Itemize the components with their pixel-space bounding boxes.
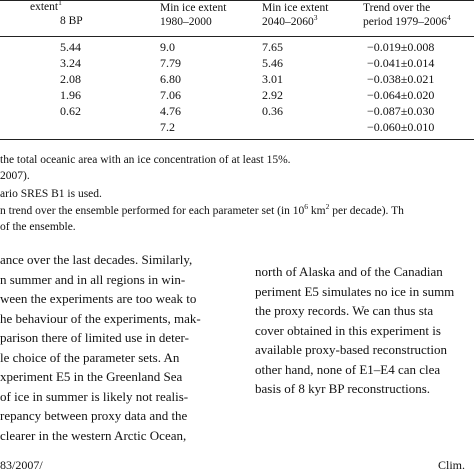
body-line: n summer and in all regions in win- [0, 271, 186, 287]
cell-8bp: 3.24 [60, 56, 81, 70]
cell-2040-2060: 5.46 [262, 56, 283, 70]
footnote-2: 2007). [0, 170, 30, 182]
body-line: ance over the last decades. Similarly, [0, 252, 193, 267]
table-header-col1 [30, 0, 83, 28]
body-line: periment E5 simulates no ice in summ [255, 283, 455, 299]
cell-trend: −0.019±0.008 [367, 40, 435, 54]
table-header-rule [0, 36, 474, 37]
header-col3-line1: Min ice extent [262, 2, 329, 14]
footnote-1: the total oceanic area with an ice concentration of at least 15%. [0, 154, 291, 166]
table-bottom-rule [0, 139, 474, 140]
cell-2040-2060: 2.92 [262, 88, 283, 102]
cell-1980-2000: 7.06 [160, 88, 181, 102]
header-col2-line2: 1980–2000 [160, 16, 212, 28]
cell-8bp: 5.44 [60, 40, 81, 54]
cell-2040-2060: 0.36 [262, 104, 283, 118]
body-line: he behaviour of the experiments, mak- [0, 310, 201, 326]
body-line: the proxy records. We can thus sta [255, 303, 434, 318]
cell-8bp: 1.96 [60, 88, 81, 102]
body-line: clearer in the western Arctic Ocean, [0, 427, 187, 443]
footnote-4-exponent: 6 [304, 202, 309, 212]
cell-trend: −0.087±0.030 [367, 104, 435, 118]
cell-1980-2000: 4.76 [160, 104, 181, 118]
cell-1980-2000: 7.79 [160, 56, 181, 70]
footnote-4-unit-exponent: 2 [325, 202, 330, 212]
cell-8bp: 0.62 [60, 104, 81, 118]
cell-trend: −0.038±0.021 [367, 72, 435, 86]
footer-journal-fragment: Clim. [438, 458, 466, 472]
table-header-col3 [262, 1, 328, 29]
header-col4-sup: 4 [447, 13, 451, 23]
header-col1-sup: 1 [58, 0, 62, 8]
cell-8bp: 2.08 [60, 72, 81, 86]
body-line: ween the experiments are too weak to [0, 291, 197, 306]
header-col1-line2: 8 BP [60, 15, 83, 27]
footnote-4-tail: per decade). Th [329, 205, 404, 217]
body-line: north of Alaska and of the Canadian [255, 264, 443, 279]
header-col4-line1: Trend over the [363, 2, 431, 14]
footnote-4-unit: km [308, 205, 326, 217]
body-line: parison there of limited use in deter- [0, 330, 189, 345]
cell-2040-2060: 3.01 [262, 72, 283, 86]
cell-trend: −0.064±0.020 [367, 88, 435, 102]
footer-doi-fragment: 83/2007/ [0, 458, 43, 472]
cell-1980-2000: 9.0 [160, 40, 175, 54]
body-line: other hand, none of E1–E4 can clea [255, 361, 441, 377]
header-col2-line1: Min ice extent [160, 2, 227, 14]
cell-1980-2000: 6.80 [160, 72, 181, 86]
cell-trend: −0.041±0.014 [367, 56, 435, 70]
cell-2040-2060: 7.65 [262, 40, 283, 54]
footnote-4 [0, 204, 404, 218]
cell-trend: −0.060±0.010 [367, 120, 435, 134]
table-header-col2 [160, 1, 226, 29]
body-line: available proxy-based reconstruction [255, 342, 448, 357]
body-line: cover obtained in this experiment is [255, 322, 441, 338]
header-col4-line2: period 1979–2006 [363, 16, 448, 28]
body-line: le choice of the parameter sets. An [0, 349, 180, 365]
cell-1980-2000: 7.2 [160, 120, 175, 134]
footnote-4-text: n trend over the ensemble performed for each parameter set (in 10 [0, 205, 305, 217]
header-col1-line1: extent [30, 1, 59, 13]
table-header-col4 [363, 1, 451, 29]
header-col3-line2: 2040–2060 [262, 16, 314, 28]
footnote-3: ario SRES B1 is used. [0, 188, 102, 200]
header-col3-sup: 3 [313, 13, 318, 23]
body-line: repancy between proxy data and the [0, 408, 188, 423]
body-line: of ice in summer is likely not realis- [0, 388, 189, 404]
footnote-5: of the ensemble. [0, 221, 76, 233]
body-line: basis of 8 kyr BP reconstructions. [255, 381, 430, 396]
body-line: xperiment E5 in the Greenland Sea [0, 369, 183, 384]
